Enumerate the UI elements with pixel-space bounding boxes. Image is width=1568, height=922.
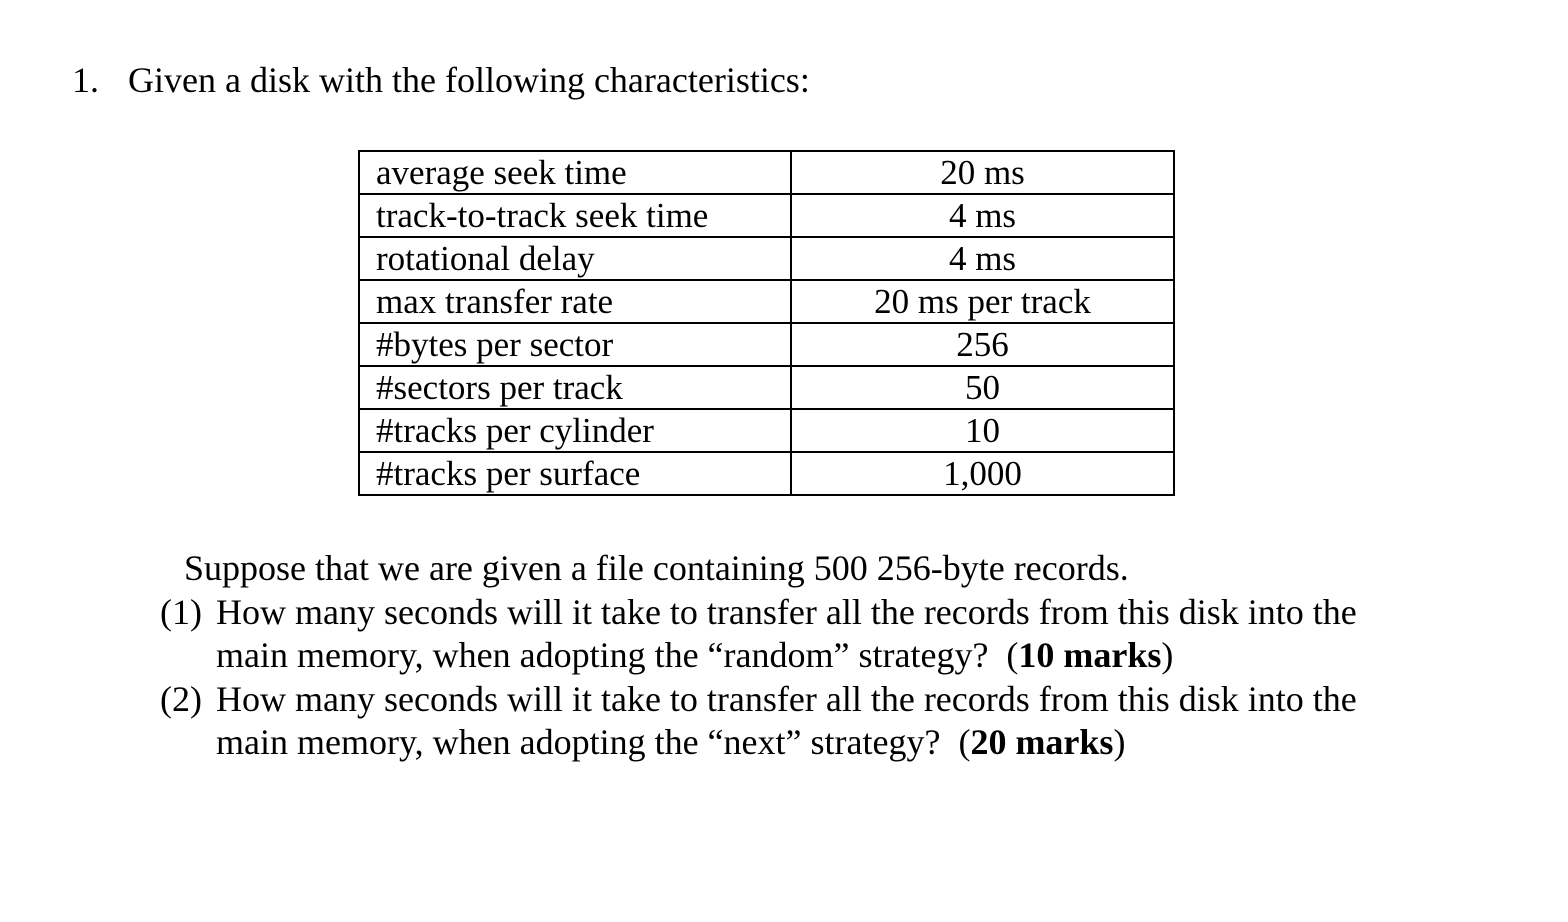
sub-question-text-line: How many seconds will it take to transfer all the records from this disk into the xyxy=(216,591,1357,632)
spec-label: #tracks per surface xyxy=(359,452,791,495)
sub-question-text-line: How many seconds will it take to transfer all the records from this disk into the xyxy=(216,678,1357,719)
question-intro: Given a disk with the following characteristics: xyxy=(128,60,810,100)
spec-value: 20 ms per track xyxy=(791,280,1174,323)
problem-intro: Suppose that we are given a file containing 500 256-byte records. xyxy=(184,548,1129,588)
marks-label: 10 marks xyxy=(1018,635,1162,675)
table-row xyxy=(359,452,1174,495)
marks-open-paren: ( xyxy=(1006,635,1019,675)
marks-label: 20 marks xyxy=(970,722,1114,762)
spec-label: rotational delay xyxy=(359,237,791,280)
spec-label: average seek time xyxy=(359,151,791,194)
spec-label: track-to-track seek time xyxy=(359,194,791,237)
problem-statement xyxy=(160,547,1357,765)
marks-close-paren: ) xyxy=(1113,722,1126,762)
sub-question-1 xyxy=(160,591,1357,678)
disk-characteristics-table xyxy=(358,150,1175,496)
question-heading xyxy=(72,58,810,102)
spec-label: max transfer rate xyxy=(359,280,791,323)
spec-value: 1,000 xyxy=(791,452,1174,495)
table-row xyxy=(359,323,1174,366)
spec-label: #sectors per track xyxy=(359,366,791,409)
table-row xyxy=(359,151,1174,194)
spec-value: 256 xyxy=(791,323,1174,366)
spec-label: #bytes per sector xyxy=(359,323,791,366)
spec-label: #tracks per cylinder xyxy=(359,409,791,452)
sub-question-text: main memory, when adopting the “random” strategy? xyxy=(216,635,989,675)
sub-question-number: (1) xyxy=(160,591,202,632)
question-number: 1. xyxy=(72,60,99,100)
spec-value: 4 ms xyxy=(791,194,1174,237)
spec-value: 20 ms xyxy=(791,151,1174,194)
sub-question-text: main memory, when adopting the “next” strategy? xyxy=(216,722,941,762)
marks-open-paren: ( xyxy=(958,722,971,762)
table-row xyxy=(359,409,1174,452)
sub-question-number: (2) xyxy=(160,678,202,719)
marks-close-paren: ) xyxy=(1161,635,1174,675)
table-row xyxy=(359,237,1174,280)
sub-question-text-line xyxy=(216,634,1357,678)
sub-question-2 xyxy=(160,678,1357,765)
sub-question-text-line xyxy=(216,721,1357,765)
table-row xyxy=(359,194,1174,237)
spec-value: 50 xyxy=(791,366,1174,409)
spec-value: 4 ms xyxy=(791,237,1174,280)
table-row xyxy=(359,366,1174,409)
table-row xyxy=(359,280,1174,323)
spec-value: 10 xyxy=(791,409,1174,452)
